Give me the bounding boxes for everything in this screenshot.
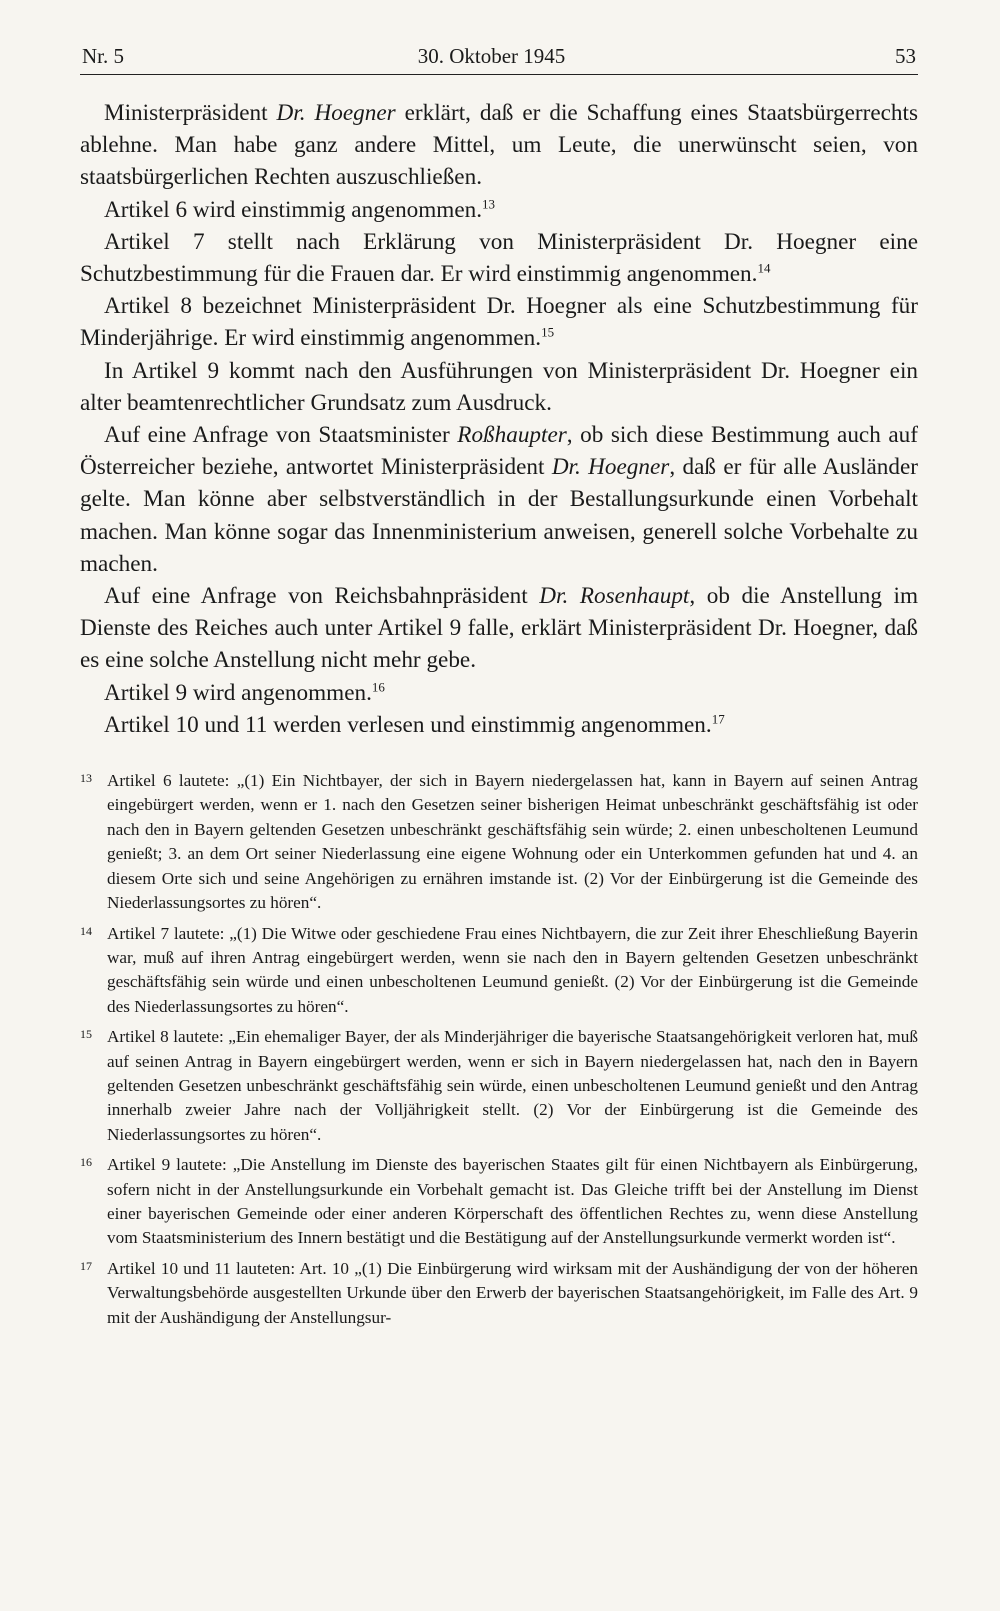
name-emphasis: Dr. Rosenhaupt xyxy=(539,583,690,610)
text-segment: Ministerpräsident xyxy=(104,100,277,126)
document-page xyxy=(80,44,918,1336)
text-segment: erklärt, daß er die Schaffung eines Staatsbürgerrechts ablehne. Man habe ganz andere Mittel, um Leute, die unerwünscht seien, von staatsbürgerlichen Rechten auszuschließen. xyxy=(80,100,918,191)
paragraph xyxy=(80,226,918,290)
footnote xyxy=(80,1025,918,1147)
running-header xyxy=(80,44,918,75)
footnote-ref: 14 xyxy=(757,260,771,276)
paragraph xyxy=(80,580,918,677)
name-emphasis: Roßhaupter xyxy=(457,422,567,449)
paragraph xyxy=(80,677,918,709)
footnote-text: Artikel 8 lautete: „Ein ehemaliger Bayer, der als Minderjähriger die bayerische Staatsangehörigkeit verloren hat, muß auf seinen Antrag in Bayern eingebürgert werden, wenn er sich in Bayern niedergelassen hat, nach den in Bayern geltenden Gesetzen unbeschränkt geschäftsfähig sein würde, einen unbescholtenen Leumund genießt und den Antrag innerhalb zweier Jahre nach der Volljährigkeit stellt. (2) Vor der Einbürgerung ist die Gemeinde des Niederlassungsortes zu hören“. xyxy=(107,1027,918,1144)
paragraph xyxy=(80,419,918,580)
text-segment: Artikel 8 bezeichnet Ministerpräsident Dr. Hoegner als eine Schutzbestimmung für Minderjährige. Er wird einstimmig angenommen. xyxy=(80,293,918,352)
footnote-ref: 17 xyxy=(711,711,725,727)
text-segment: In Artikel 9 kommt nach den Ausführungen von Ministerpräsident Dr. Hoegner ein alter beamtenrechtlicher Grundsatz zum Ausdruck. xyxy=(80,357,918,416)
name-emphasis: Dr. Hoegner xyxy=(276,100,396,126)
paragraph xyxy=(80,194,918,226)
name-emphasis: Dr. Hoegner xyxy=(551,454,670,481)
paragraph xyxy=(80,290,918,354)
text-segment: , ob sich diese Bestimmung auch auf Österreicher beziehe, antwortet Ministerpräsident xyxy=(80,422,918,481)
footnote-number: 16 xyxy=(80,1155,92,1170)
footnote-text: Artikel 7 lautete: „(1) Die Witwe oder geschiedene Frau eines Nichtbayern, die zur Zeit ihrer Eheschließung Bayerin war, muß auf ihren Antrag eingebürgert werden, wenn sie nach den in Bayern geltenden Gesetzen unbeschränkt geschäftsfähig sein würde und einen unbescholtenen Leumund genießt. (2) Vor der Einbürgerung ist die Gemeinde des Niederlassungsortes zu hören“. xyxy=(107,923,918,1016)
text-segment: Artikel 10 und 11 werden verlesen und einstimmig angenommen. xyxy=(104,711,712,738)
footnote-ref: 13 xyxy=(482,195,496,211)
footnote-ref: 15 xyxy=(541,324,555,340)
paragraph xyxy=(80,355,918,419)
footnote-number: 14 xyxy=(80,923,92,938)
page-number: 53 xyxy=(894,44,916,68)
text-segment: , ob die Anstellung im Dienste des Reiches auch unter Artikel 9 falle, erklärt Ministerpräsident Dr. Hoegner, daß es eine solche Anstellung nicht mehr gebe. xyxy=(80,583,918,674)
footnote-number: 15 xyxy=(80,1027,92,1042)
text-segment: , daß er für alle Ausländer gelte. Man könne aber selbstverständlich in der Bestallungsurkunde einen Vorbehalt machen. Man könne sogar das Innenministerium anweisen, generell solche Vorbehalte zu machen. xyxy=(80,454,919,577)
text-segment: Artikel 7 stellt nach Erklärung von Ministerpräsident Dr. Hoegner eine Schutzbestimmung für die Frauen dar. Er wird einstimmig angenommen. xyxy=(80,228,918,288)
text-segment: Auf eine Anfrage von Staatsminister xyxy=(104,422,458,449)
footnote-number: 13 xyxy=(80,771,92,786)
issue-number: Nr. 5 xyxy=(82,44,124,68)
footnote-text: Artikel 9 lautete: „Die Anstellung im Dienste des bayerischen Staates gilt für einen Nichtbayern als Einbürgerung, sofern nicht in der Anstellungsurkunde ein Vorbehalt gemacht ist. Das Gleiche trifft bei der Anstellung im Dienst einer bayerischen Gemeinde oder einer anderen Körperschaft des öffentlichen Rechtes zu, wenn diese Anstellung vom Staatsministerium des Innern bestätigt und die Bestätigung auf der Anstellungsurkunde vermerkt worden ist“. xyxy=(107,1155,918,1248)
text-segment: Artikel 6 wird einstimmig angenommen. xyxy=(104,196,483,223)
footnotes xyxy=(80,769,918,1330)
footnote xyxy=(80,922,918,1020)
footnote xyxy=(80,1153,918,1251)
body-text xyxy=(80,97,918,741)
footnote-text: Artikel 6 lautete: „(1) Ein Nichtbayer, der sich in Bayern niedergelassen hat, kann in Bayern auf seinen Antrag eingebürgert werden, wenn er 1. nach den Gesetzen seiner bisherigen Heimat unbeschränkt geschäftsfähig ist oder nach den in Bayern geltenden Gesetzen unbeschränkt geschäftsfähig sein würde; 2. einen unbescholtenen Leumund genießt; 3. an dem Ort seiner Niederlassung eine eigene Wohnung oder ein Unterkommen gefunden hat und 4. an diesem Orte sich und seine Angehörigen zu ernähren imstande ist. (2) Vor der Einbürgerung ist die Gemeinde des Niederlassungsortes zu hören“. xyxy=(107,771,918,913)
footnote xyxy=(80,1257,918,1330)
paragraph xyxy=(80,709,918,741)
footnote-ref: 16 xyxy=(371,678,385,694)
header-date: 30. Oktober 1945 xyxy=(417,44,566,68)
paragraph xyxy=(80,97,918,194)
text-segment: Artikel 9 wird angenommen. xyxy=(104,679,372,706)
footnote-number: 17 xyxy=(80,1258,92,1273)
text-segment: Auf eine Anfrage von Reichsbahnpräsident xyxy=(104,583,540,610)
footnote xyxy=(80,769,918,915)
footnote-text: Artikel 10 und 11 lauteten: Art. 10 „(1) Die Einbürgerung wird wirksam mit der Aushändigung der von der höheren Verwaltungsbehörde ausgestellten Urkunde über den Erwerb der bayerischen Staatsangehörigkeit, im Falle des Art. 9 mit der Aushändigung der Anstellungsur- xyxy=(107,1258,918,1327)
